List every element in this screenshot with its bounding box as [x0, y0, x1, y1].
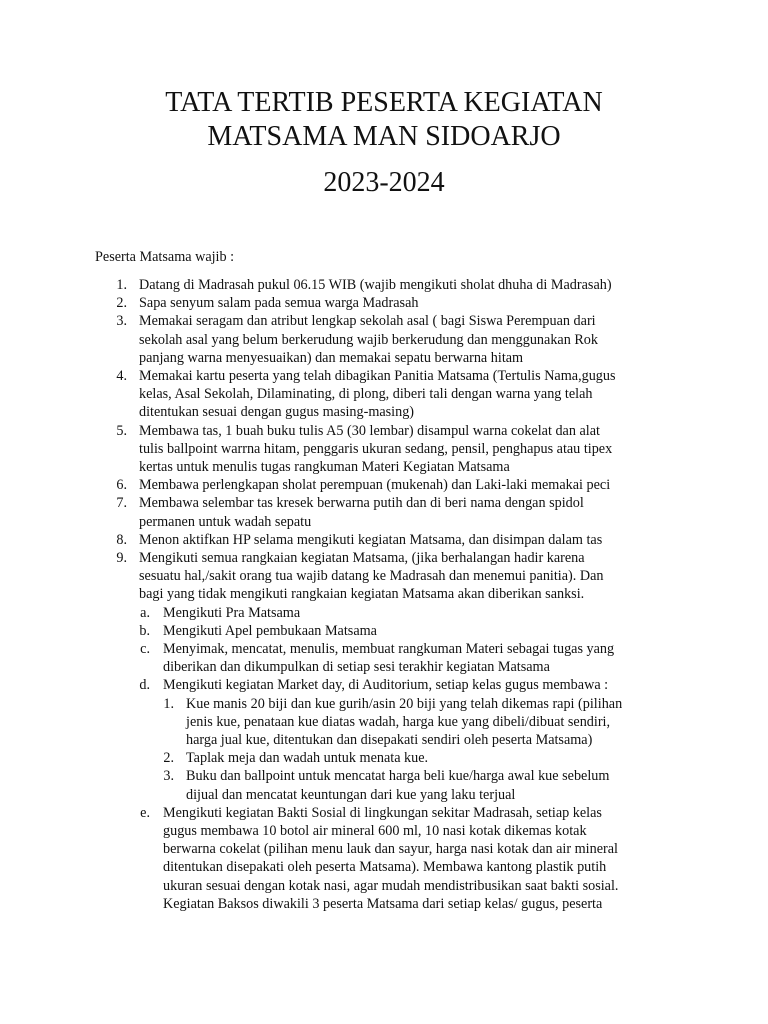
- intro-text: Peserta Matsama wajib :: [95, 249, 235, 265]
- rule-subitem-e-line: Mengikuti kegiatan Bakti Sosial di lingkungan sekitar Madrasah, setiap kelas: [163, 804, 602, 821]
- rule-item-line: sekolah asal yang belum berkerudung wajib berkerudung dan menggunakan Rok: [139, 331, 598, 348]
- rule-item-line: Membawa perlengkapan sholat perempuan (mukenah) dan Laki-laki memakai peci: [139, 477, 611, 494]
- rule-subitem-e-line: ukuran sesuai dengan kotak nasi, agar mudah mendistribusikan saat bakti sosial.: [163, 877, 619, 894]
- rule-item-number: 2.: [116, 295, 127, 312]
- rule-item-line: kelas, Asal Sekolah, Dilaminating, di plong, diberi tali dengan warna yang telah: [139, 386, 593, 403]
- rule-item-line: permanen untuk wadah sepatu: [139, 513, 312, 530]
- rule-subsubitem-line: dijual dan mencatat keuntungan dari kue yang laku terjual: [186, 786, 516, 803]
- rule-subitem-line: diberikan dan dikumpulkan di setiap sesi terakhir kegiatan Matsama: [163, 659, 550, 676]
- rule-item-number: 3.: [116, 313, 127, 330]
- rule-item-line: tulis ballpoint warrna hitam, penggaris ukuran sedang, pensil, penghapus atau tipex: [139, 440, 613, 457]
- rule-item-number: 8.: [116, 531, 127, 548]
- rule-item-line: ditentukan sesuai dengan gugus masing-masing): [139, 404, 415, 421]
- rule-item-line: Membawa selembar tas kresek berwarna putih dan di beri nama dengan spidol: [139, 495, 584, 512]
- rule-subsubitem-line: Kue manis 20 biji dan kue gurih/asin 20 biji yang telah dikemas rapi (pilihan: [186, 695, 623, 712]
- rule-subitem-line: Menyimak, mencatat, menulis, membuat rangkuman Materi sebagai tugas yang: [163, 641, 615, 657]
- rule-subitem-e-line: ditentukan disepakati oleh peserta Matsama). Membawa kantong plastik putih: [163, 859, 607, 876]
- rule-subitem-e-line: gugus membawa 10 botol air mineral 600 ml, 10 nasi kotak dikemas kotak: [163, 823, 587, 839]
- rule-item-line: Memakai seragam dan atribut lengkap sekolah asal ( bagi Siswa Perempuan dari: [139, 313, 596, 330]
- rule-subsubitem-line: jenis kue, penataan kue diatas wadah, harga kue yang dibeli/dibuat sendiri,: [186, 713, 611, 730]
- rule-subsubitem-number: 2.: [163, 750, 174, 767]
- title-line-2: MATSAMA MAN SIDOARJO: [207, 121, 561, 152]
- rule-item-line: Mengikuti semua rangkaian kegiatan Matsama, (jika berhalangan hadir karena: [139, 550, 585, 566]
- rule-item-number: 5.: [116, 422, 127, 439]
- rule-item-number: 7.: [116, 495, 127, 512]
- title-year: 2023-2024: [323, 167, 445, 198]
- rule-item-line: Menon aktifkan HP selama mengikuti kegiatan Matsama, dan disimpan dalam tas: [139, 531, 603, 548]
- rule-item-number: 1.: [116, 277, 127, 293]
- rule-subitem-number: d.: [139, 677, 150, 694]
- rule-subitem-e-number: e.: [140, 804, 150, 821]
- rule-subitem-number: a.: [140, 604, 150, 621]
- title-line-1: TATA TERTIB PESERTA KEGIATAN: [165, 87, 603, 118]
- rule-item-line: Memakai kartu peserta yang telah dibagikan Panitia Matsama (Tertulis Nama,gugus: [139, 368, 616, 384]
- rule-subitem-number: b.: [139, 622, 150, 639]
- rule-subsubitem-number: 3.: [163, 768, 174, 785]
- rule-subsubitem-line: harga jual kue, ditentukan dan disepakati sendiri oleh peserta Matsama): [186, 732, 593, 748]
- rule-subitem-e-line: berwarna cokelat (pilihan menu lauk dan sayur, harga nasi kotak dan air mineral: [163, 841, 618, 858]
- rule-subitem-e-line: Kegiatan Baksos diwakili 3 peserta Matsama dari setiap kelas/ gugus, peserta: [163, 895, 603, 912]
- rule-subsubitem-number: 1.: [163, 695, 174, 712]
- rule-subitem-line: Mengikuti Pra Matsama: [163, 604, 301, 621]
- rule-item-number: 6.: [116, 477, 127, 494]
- rule-item-line: Datang di Madrasah pukul 06.15 WIB (wajib mengikuti sholat dhuha di Madrasah): [139, 277, 612, 293]
- rule-item-line: bagi yang tidak mengikuti rangkaian kegiatan Matsama akan diberikan sanksi.: [139, 586, 585, 603]
- rule-item-line: Membawa tas, 1 buah buku tulis A5 (30 lembar) disampul warna cokelat dan alat: [139, 422, 600, 439]
- rule-subsubitem-line: Buku dan ballpoint untuk mencatat harga beli kue/harga awal kue sebelum: [186, 768, 610, 785]
- rule-item-number: 9.: [116, 550, 127, 566]
- rule-subitem-line: Mengikuti kegiatan Market day, di Auditorium, setiap kelas gugus membawa :: [163, 677, 609, 694]
- rule-item-line: Sapa senyum salam pada semua warga Madrasah: [139, 295, 419, 312]
- rule-item-line: panjang warna menyesuaikan) dan memakai sepatu berwarna hitam: [139, 349, 524, 366]
- rule-item-line: kertas untuk menulis tugas rangkuman Materi Kegiatan Matsama: [139, 459, 510, 475]
- rule-item-number: 4.: [116, 368, 127, 384]
- rule-subitem-number: c.: [140, 641, 150, 657]
- rule-subsubitem-line: Taplak meja dan wadah untuk menata kue.: [186, 750, 429, 767]
- rule-subitem-line: Mengikuti Apel pembukaan Matsama: [163, 622, 377, 639]
- rule-item-line: sesuatu hal,/sakit orang tua wajib datang ke Madrasah dan menemui panitia). Dan: [139, 568, 604, 585]
